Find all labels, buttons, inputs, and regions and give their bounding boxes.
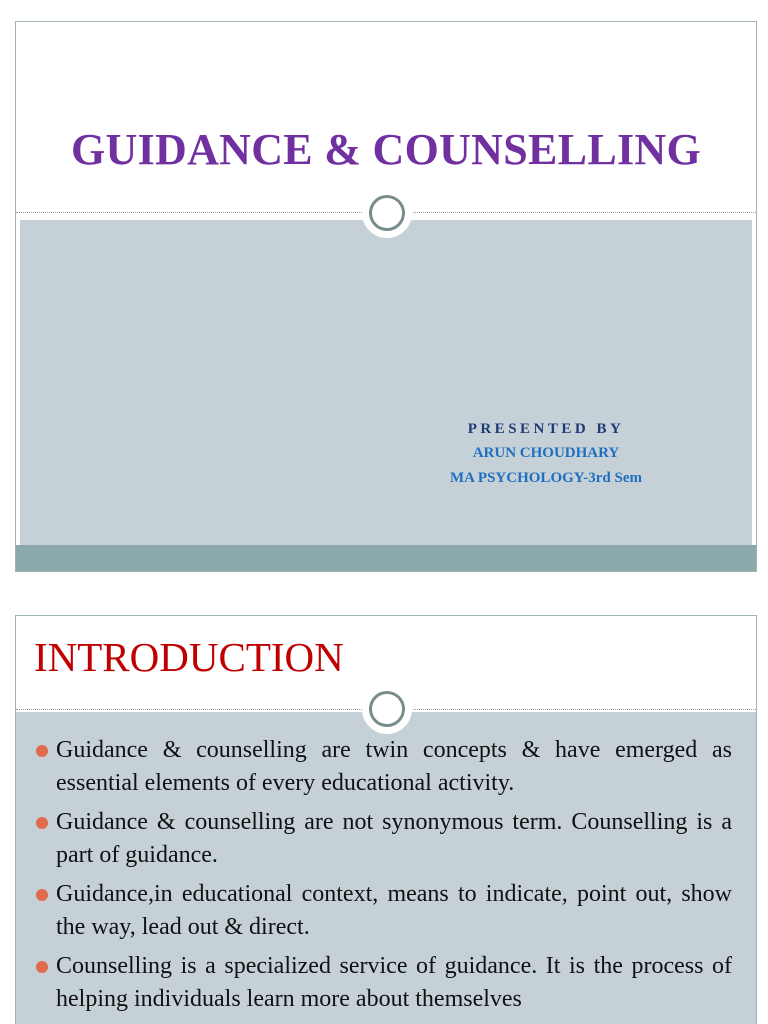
introduction-slide [15, 615, 757, 1024]
list-item [34, 878, 732, 944]
bullet-text: Guidance & counselling are not synonymous term. Counselling is a part of guidance. [56, 809, 732, 868]
presenter-course: MA PSYCHOLOGY-3rd Sem [450, 470, 642, 486]
slide-title: GUIDANCE & COUNSELLING [70, 125, 701, 174]
list-item [34, 950, 732, 1016]
title-area [16, 22, 756, 214]
bullet-text: Counselling is a specialized service of guidance. It is the process of helping individuals learn more about themselves [56, 953, 732, 1012]
presenter-name: ARUN CHOUDHARY [472, 445, 620, 461]
slide-body [20, 220, 752, 545]
bullet-text: Guidance,in educational context, means to indicate, point out, show the way, lead out & direct. [56, 881, 732, 940]
list-item [34, 734, 732, 800]
presented-by-label: PRESENTED BY [467, 421, 625, 437]
title-slide [15, 21, 757, 572]
ring-ornament-icon [362, 188, 412, 238]
footer-bar [16, 545, 756, 572]
bullet-text: Guidance & counselling are twin concepts & have emerged as essential elements of every educational activity. [56, 737, 732, 796]
bullet-dot-icon [36, 889, 48, 901]
bullet-dot-icon [36, 745, 48, 757]
list-item [34, 806, 732, 872]
ring-ornament-icon [362, 684, 412, 734]
bullet-list [34, 734, 732, 1022]
bullet-dot-icon [36, 961, 48, 973]
slide-heading: INTRODUCTION [34, 634, 344, 680]
bullet-dot-icon [36, 817, 48, 829]
